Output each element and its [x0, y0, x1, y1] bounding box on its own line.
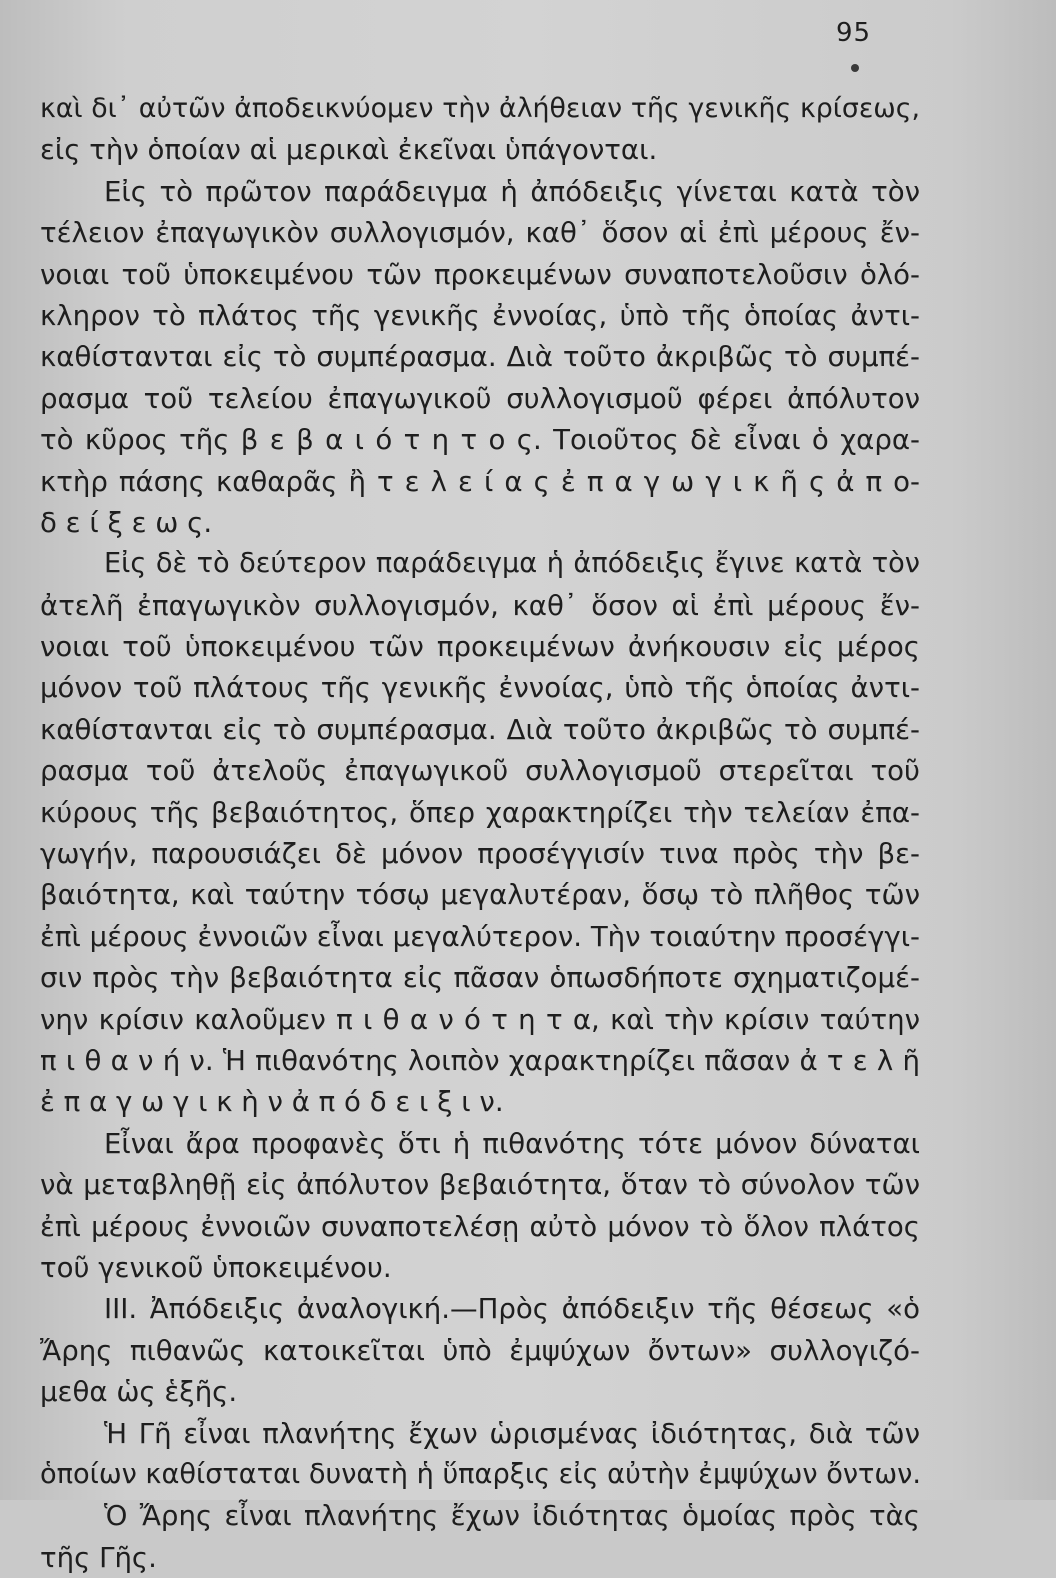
text-line: π ι θ α ν ή ν. Ἡ πιθανότης λοιπὸν χαρακτηρίζει πᾶσαν ἀ τ ε λ ῆ	[40, 1043, 920, 1077]
text-line: Εἶναι ἄρα προφανὲς ὅτι ἡ πιθανότης τότε μόνον δύναται	[104, 1126, 920, 1160]
text-line: νοιαι τοῦ ὑποκειμένου τῶν προκειμένων ἀνήκουσιν εἰς μέρος	[40, 630, 920, 664]
text-line: Εἰς τὸ πρῶτον παράδειγμα ἡ ἀπόδειξις γίνεται κατὰ τὸν	[104, 174, 920, 208]
text-line: ἀτελῆ ἐπαγωγικὸν συλλογισμόν, καθ᾽ ὅσον αἱ ἐπὶ μέρους ἔν-	[40, 588, 920, 622]
text-line: δ ε ί ξ ε ω ς.	[40, 505, 213, 539]
text-line: τέλειον ἐπαγωγικὸν συλλογισμόν, καθ᾽ ὅσον αἱ ἐπὶ μέρους ἔν-	[40, 216, 920, 250]
text-line: Εἰς δὲ τὸ δεύτερον παράδειγμα ἡ ἀπόδειξις ἔγινε κατὰ τὸν	[104, 548, 920, 580]
text-line: III. Ἀπόδειξις ἀναλογική.—Πρὸς ἀπόδειξιν τῆς θέσεως «ὁ	[104, 1292, 920, 1326]
ink-dot	[851, 64, 859, 72]
text-line: γωγήν, παρουσιάζει δὲ μόνον προσέγγισίν τινα πρὸς τὴν βε-	[40, 837, 920, 871]
text-line: Ἡ Γῆ εἶναι πλανήτης ἔχων ὡρισμένας ἰδιότητας, διὰ τῶν	[104, 1416, 920, 1450]
text-line: νὰ μεταβληθῇ εἰς ἀπόλυτον βεβαιότητα, ὅταν τὸ σύνολον τῶν	[40, 1168, 920, 1202]
text-line: κληρον τὸ πλάτος τῆς γενικῆς ἐννοίας, ὑπὸ τῆς ὁποίας ἀντι-	[40, 298, 920, 332]
text-line: σιν πρὸς τὴν βεβαιότητα εἰς πᾶσαν ὁπωσδήποτε σχηματιζομέ-	[40, 961, 920, 995]
text-line: ρασμα τοῦ ἀτελοῦς ἐπαγωγικοῦ συλλογισμοῦ στερεῖται τοῦ	[40, 754, 920, 788]
text-line: τῆς Γῆς.	[40, 1540, 157, 1574]
text-line: μόνον τοῦ πλάτους τῆς γενικῆς ἐννοίας, ὑπὸ τῆς ὁποίας ἀντι-	[40, 671, 920, 705]
text-line: ρασμα τοῦ τελείου ἐπαγωγικοῦ συλλογισμοῦ φέρει ἀπόλυτον	[40, 381, 920, 415]
text-line: βαιότητα, καὶ ταύτην τόσῳ μεγαλυτέραν, ὅσῳ τὸ πλῆθος τῶν	[40, 878, 920, 912]
body-text	[40, 88, 920, 1578]
text-line: ἐ π α γ ω γ ι κ ὴ ν ἀ π ό δ ε ι ξ ι ν.	[40, 1085, 504, 1119]
text-line: νην κρίσιν καλοῦμεν π ι θ α ν ό τ η τ α, καὶ τὴν κρίσιν ταύτην	[40, 1002, 920, 1036]
text-line: Ἄρης πιθανῶς κατοικεῖται ὑπὸ ἐμψύχων ὄντων» συλλογιζό-	[40, 1333, 920, 1367]
text-line: μεθα ὡς ἑξῆς.	[40, 1375, 238, 1409]
text-line: τοῦ γενικοῦ ὑποκειμένου.	[40, 1250, 392, 1284]
text-line: νοιαι τοῦ ὑποκειμένου τῶν προκειμένων συναποτελοῦσιν ὁλό-	[40, 257, 920, 291]
text-line: κύρους τῆς βεβαιότητος, ὅπερ χαρακτηρίζει τὴν τελείαν ἐπα-	[40, 795, 920, 829]
text-line: ὁποίων καθίσταται δυνατὴ ἡ ὕπαρξις εἰς αὐτὴν ἐμψύχων ὄντων.	[40, 1458, 922, 1490]
text-line: Ὁ Ἄρης εἶναι πλανήτης ἔχων ἰδιότητας ὁμοίας πρὸς τὰς	[104, 1499, 920, 1533]
text-line: καθίστανται εἰς τὸ συμπέρασμα. Διὰ τοῦτο ἀκριβῶς τὸ συμπέ-	[40, 340, 920, 374]
text-line: εἰς τὴν ὁποίαν αἱ μερικαὶ ἐκεῖναι ὑπάγονται.	[40, 133, 658, 167]
page-number: 95	[836, 18, 872, 48]
text-line: κτὴρ πάσης καθαρᾶς ἢ τ ε λ ε ί α ς ἐ π α γ ω γ ι κ ῆ ς ἀ π ο-	[40, 464, 920, 498]
text-line: τὸ κῦρος τῆς β ε β α ι ό τ η τ ο ς. Τοιοῦτος δὲ εἶναι ὁ χαρα-	[40, 423, 920, 457]
text-line: ἐπὶ μέρους ἐννοιῶν εἶναι μεγαλύτερον. Τὴν τοιαύτην προσέγγι-	[40, 919, 920, 953]
text-line: καθίστανται εἰς τὸ συμπέρασμα. Διὰ τοῦτο ἀκριβῶς τὸ συμπέ-	[40, 712, 920, 746]
text-line: ἐπὶ μέρους ἐννοιῶν συναποτελέσῃ αὐτὸ μόνον τὸ ὅλον πλάτος	[40, 1209, 920, 1243]
text-line: καὶ δι᾽ αὐτῶν ἀποδεικνύομεν τὴν ἀλήθειαν τῆς γενικῆς κρίσεως,	[40, 93, 920, 124]
